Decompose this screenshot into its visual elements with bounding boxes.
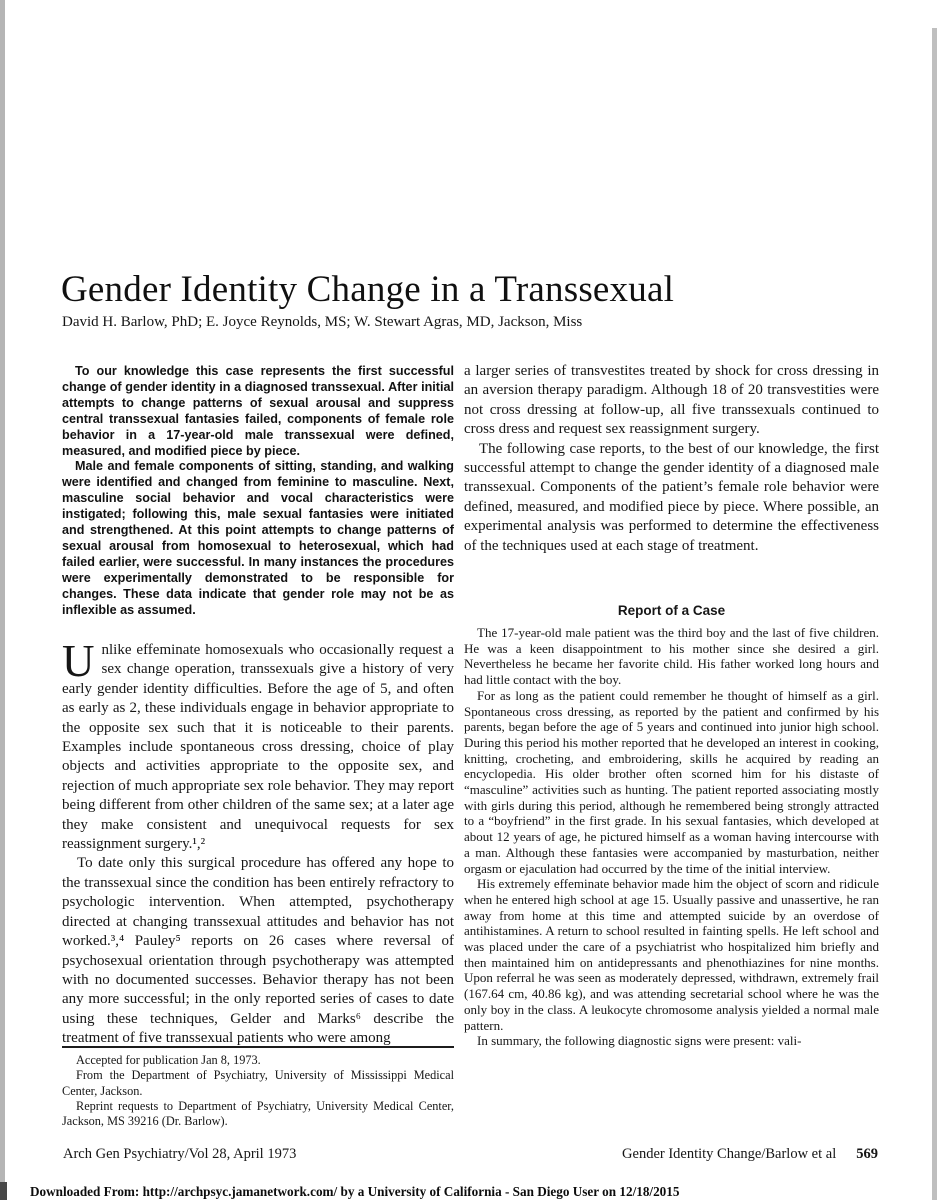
footnote-block [62, 1053, 454, 1129]
case-paragraph-3: His extremely effeminate behavior made him the object of scorn and ridicule when he entered high school at age 15. Usually passive and unassertive, he ran away from home at this time and attempted suicide by an overdose of antihistamines. A return to school resulted in fainting spells. He left school and was placed under the care of a psychiatrist who hospitalized him briefly and then maintained him on antidepressants and phenothiazines for nine months. Upon referral he was seen as moderately depressed, withdrawn, extremely frail (167.64 cm, 40.86 kg), and was attending secretarial school where he was the only boy in the class. A leukocyte chromosome analysis yielded a normal male pattern. [464, 876, 879, 1033]
footnote-affiliation: From the Department of Psychiatry, University of Mississippi Medical Center, Jackson. [62, 1068, 454, 1098]
running-footer-article-title: Gender Identity Change/Barlow et al [622, 1146, 837, 1162]
intro-paragraph-2: To date only this surgical procedure has offered any hope to the transsexual since the condition has been entirely refractory to psychologic intervention. When attempted, psychotherapy directed at changing transsexual attitudes and behavior has not worked.³,⁴ Pauley⁵ reports on 26 cases where reversal of psychosexual orientation through psychotherapy was attempted with no documented successes. Behavior therapy has not been any more successful; in the only reported series of cases to date using these techniques, Gelder and Marks⁶ describe the treatment of five transsexual patients who were among [62, 855, 454, 1047]
case-paragraph-2: For as long as the patient could remember he thought of himself as a girl. Spontaneous cross dressing, as reported by the patient and confirmed by his parents, began before the age of 5 years and continued into junior high school. During this period his mother reported that he developed an interest in cooking, knitting, crocheting, and embroidering, skills he acquired by reading an encyclopedia. His older brother often scorned him for his distaste of “masculine” activities such as hunting. The patient reported associating mostly with girls during this period, although he remembered being strongly attracted to a “boyfriend” in the first grade. In his sexual fantasies, which developed at about 12 years of age, he pictured himself as a woman having intercourse with a man. Although these fantasies were accompanied by masturbation, neither orgasm or ejaculation had occurred by the time of the initial interview. [464, 687, 879, 876]
dropcap-initial: U [62, 636, 95, 686]
download-provenance-notice: Downloaded From: http://archpsyc.jamanetwork.com/ by a University of California - San Diego User on 12/18/2015 [30, 1184, 680, 1199]
footnote-accepted: Accepted for publication Jan 8, 1973. [76, 1053, 261, 1067]
footnote-rule [62, 1046, 454, 1048]
abstract-paragraph-2: Male and female components of sitting, standing, and walking were identified and changed from feminine to masculine. Next, masculine social behavior and vocal characteristics were instigated; following this, male sexual fantasies were initiated and strengthened. At this point attempts to change patterns of sexual arousal from homosexual to heterosexual, which had failed earlier, were successful. In many instances the procedures were experimentally demonstrated to be responsible for changes. These data indicate that gender role may not be as inflexible as assumed. [62, 459, 454, 617]
page-title: Gender Identity Change in a Transsexual [61, 268, 675, 310]
intro-paragraph-1 [62, 636, 454, 854]
authors-byline: David H. Barlow, PhD; E. Joyce Reynolds, MS; W. Stewart Agras, MD, Jackson, Miss [62, 314, 583, 330]
abstract-paragraph-1: To our knowledge this case represents the first successful change of gender identity in a diagnosed transsexual. After initial attempts to change patterns of sexual arousal and suppress central transsexual fantasies failed, components of female role behavior in a 17-year-old male transsexual were defined, measured, and modified piece by piece. [62, 364, 454, 458]
scan-edge-left-dark [0, 1182, 7, 1200]
case-paragraph-4: In summary, the following diagnostic signs were present: vali- [477, 1033, 802, 1049]
running-footer-journal: Arch Gen Psychiatry/Vol 28, April 1973 [63, 1146, 297, 1162]
intro-paragraph-1-text: nlike effeminate homosexuals who occasionally request a sex change operation, transsexuals give a history of very early gender identity difficulties. Before the age of 5, and often as early as 2, these individuals engage in behavior appropriate to the opposite sex such that it is noticeable to their parents. Examples include spontaneous cross dressing, choice of play objects and activities appropriate to the opposite sex, and rejection of much appropriate sex role behavior. They may report being different from other children of the same sex; at a later age they make consistent and unequivocal requests for sex reassignment surgery.¹,² [62, 642, 454, 853]
case-report-body [464, 625, 879, 1049]
running-footer-article [622, 1146, 878, 1163]
case-paragraph-1: The 17-year-old male patient was the third boy and the last of five children. He was a keen disappointment to his mother since she desired a girl. Nevertheless he became her favorite child. His father worked long hours and had little contact with the boy. [464, 625, 879, 688]
scan-edge-left [0, 0, 5, 1200]
abstract-block [62, 364, 454, 619]
footnote-reprints: Reprint requests to Department of Psychiatry, University Medical Center, Jackson, MS 39216 (Dr. Barlow). [62, 1098, 454, 1129]
introduction-left-column [62, 636, 454, 1049]
page-number: 569 [856, 1146, 878, 1162]
intro-paragraph-2-continuation: a larger series of transvestites treated by shock for cross dressing in an aversion therapy paradigm. Although 18 of 20 transvestities were not cross dressing at follow-up, all five transsexuals continued to cross dress and request sex reassignment surgery. [464, 363, 879, 438]
intro-paragraph-3: The following case reports, to the best of our knowledge, the first successful attempt to change the gender identity of a diagnosed male transsexual. Components of the patient’s female role behavior were defined, measured, and modified piece by piece. Where possible, an experimental analysis was performed to determine the effectiveness of the techniques used at each stage of treatment. [464, 440, 879, 554]
scan-edge-right [932, 28, 937, 1200]
introduction-right-column [464, 362, 879, 556]
section-heading-report-of-a-case: Report of a Case [617, 603, 726, 618]
